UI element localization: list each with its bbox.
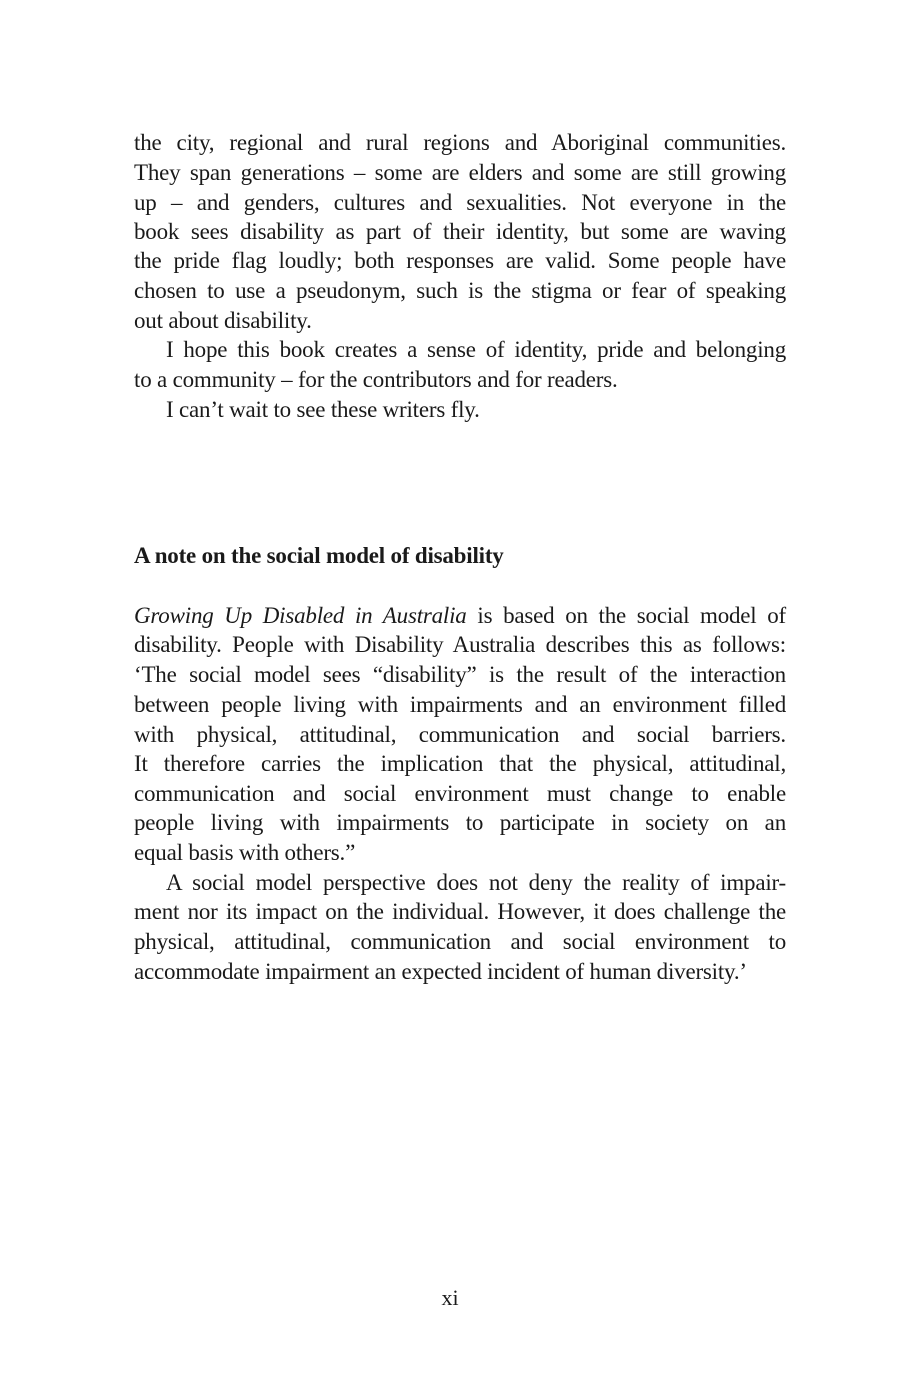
paragraph-4-first-line-text: is based on the social model of: [466, 603, 787, 628]
paragraph-1-line: chosen to use a pseudonym, such is the stigma or fear of speaking: [134, 278, 786, 303]
paragraph-5-line: ment nor its impact on the individual. However, it does challenge the: [134, 899, 786, 924]
paragraph-3-line: I can’t wait to see these writers fly.: [166, 397, 480, 422]
paragraph-1-line: book sees disability as part of their identity, but some are waving: [134, 219, 786, 244]
paragraph-1-line: They span generations – some are elders and some are still growing: [134, 160, 786, 185]
paragraph-4-line: It therefore carries the implication that the physical, attitudinal,: [134, 751, 786, 776]
paragraph-1-line: the city, regional and rural regions and Aboriginal communities.: [134, 130, 786, 155]
paragraph-1-line: the pride flag loudly; both responses are valid. Some people have: [134, 248, 786, 273]
paragraph-2-line: I hope this book creates a sense of identity, pride and belonging: [166, 337, 786, 362]
paragraph-4-line: between people living with impairments and an environment filled: [134, 692, 786, 717]
paragraph-5-line: accommodate impairment an expected incident of human diversity.’: [134, 959, 747, 984]
paragraph-4-line: people living with impairments to participate in society on an: [134, 810, 786, 835]
paragraph-1-line: up – and genders, cultures and sexualities. Not everyone in the: [134, 190, 786, 215]
paragraph-2-line: to a community – for the contributors and for readers.: [134, 367, 618, 392]
paragraph-5-line: A social model perspective does not deny the reality of impair-: [166, 870, 786, 895]
paragraph-4-line: communication and social environment must change to enable: [134, 781, 786, 806]
paragraph-4-line: equal basis with others.”: [134, 840, 356, 865]
page-number: xi: [441, 1285, 459, 1310]
paragraph-4-line: [134, 601, 786, 631]
paragraph-4-line: with physical, attitudinal, communication and social barriers.: [134, 722, 786, 747]
paragraph-4-line: ‘The social model sees “disability” is the result of the interaction: [134, 662, 786, 687]
paragraph-5-line: physical, attitudinal, communication and social environment to: [134, 929, 786, 954]
section-heading: A note on the social model of disability: [134, 543, 504, 568]
paragraph-1-line: out about disability.: [134, 308, 312, 333]
book-title: Growing Up Disabled in Australia: [134, 603, 467, 628]
paragraph-4-line: disability. People with Disability Australia describes this as follows:: [134, 632, 786, 657]
